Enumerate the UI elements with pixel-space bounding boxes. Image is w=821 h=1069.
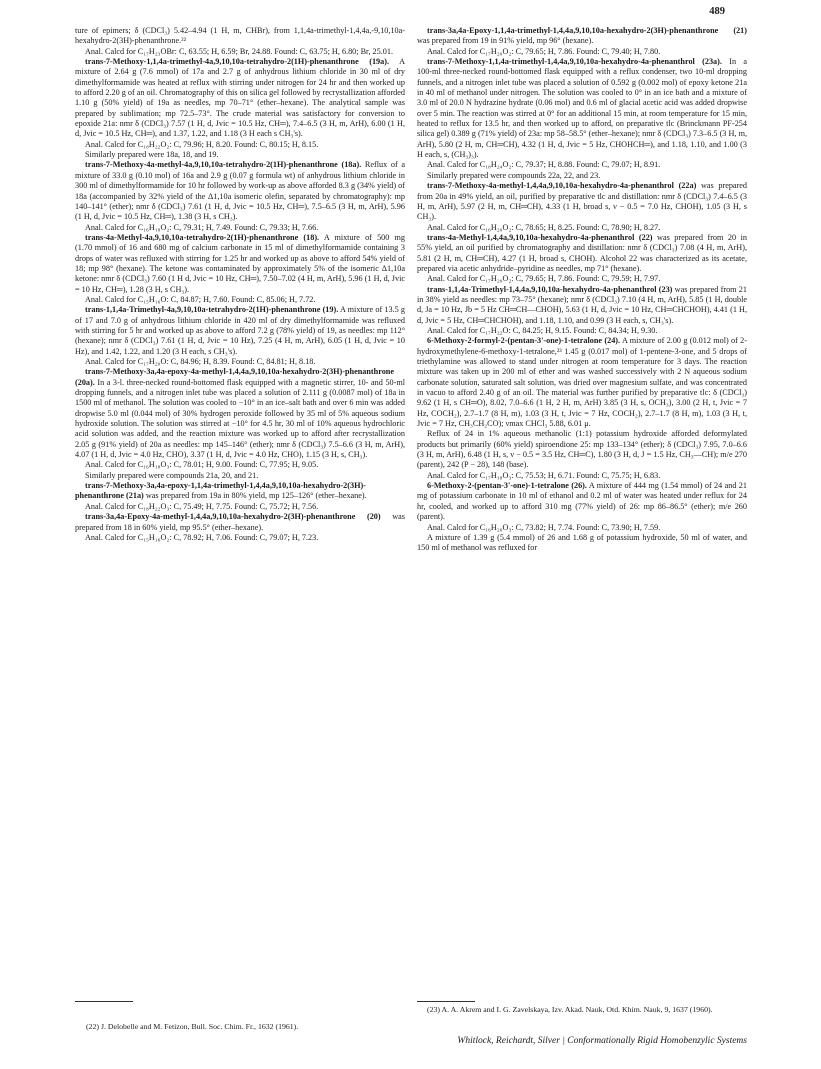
paragraph	[417, 481, 747, 522]
paragraph	[75, 295, 405, 305]
paragraph-text: was prepared from 19 in 91% yield, mp 96° (hexane).	[417, 36, 594, 46]
paragraph	[417, 47, 747, 57]
paragraph-text: A mixture of 13.5 g of 17 and 7.0 g of anhydrous lithium chloride in 420 ml of dry dimethylformamide was refluxed with stirring for 5 hr and worked up as above to afford 7.2 g (78% yield) of 19, as needles: mp 112° (hexane); nmr δ (CDCl₃) 7.61 (1 H, d, Jvic = 10 Hz), 7.25 (4 H, m, ArH), 6.05 (1 H, d, Jvic = 10 Hz), and 1.42, 1.22, and 1.20 (3 H each, s CH₃'s).	[75, 305, 405, 356]
paragraph-text: A mixture of 444 mg (1.54 mmol) of 24 and 21 mg of potassium carbonate in 10 ml of ethanol and 0.2 ml of water was heated under reflux for 24 hr, cooled, and worked up to afford 310 mg (77% yield) of 26: mp 86–86.5° (ether); m/e 260 (parent).	[417, 481, 747, 522]
paragraph-text: In a 3-l. three-necked round-bottomed flask equipped with a magnetic stirrer, 10- and 50-ml dropping funnels, and a nitrogen inlet tube was placed a solution of 2.111 g (0.0087 mol) of 18a in 1500 ml of methanol. The solution was cooled to −10° in an ice–salt bath and over 6 min was added dropwise 5.0 ml (0.044 mol) of 30% hydrogen peroxide followed by 35 ml of 5% aqueous sodium hydroxide solution. The solution was stirred at −10° for 4.5 hr, 30 ml of 10% aqueous hydrochloric acid solution was added, and the reaction mixture was worked up to afford after recrystallization 2.05 g (91% yield) of 20a as needles: mp 145–146° (ether); nmr δ (CDCl₃) 7.5–6.6 (3 H, m, ArH), 4.07 (1 H, d, Jvic = 4.0 Hz, CHO), 3.37 (1 H, d, Jvic = 4.0 Hz, CHO), 1.15 (3 H, s, CH₃).	[75, 377, 405, 460]
paragraph-text: Anal. Calcd for C₁₅H₁₆O: C, 84.87; H, 7.60. Found: C, 85.06; H, 7.72.	[85, 294, 316, 304]
paragraph	[417, 285, 747, 326]
paragraph	[417, 429, 747, 470]
running-footer: Whitlock, Reichardt, Silver | Conformationally Rigid Homobenzylic Systems	[457, 1036, 747, 1046]
right-column	[417, 26, 747, 554]
paragraph	[417, 181, 747, 222]
compound-heading: trans-1,1,4a-Trimethyl-1,4,4a,9,10,10a-hexahydro-4a-phenanthrol (23)	[427, 284, 673, 294]
paragraph-text: A mixture of 1.39 g (5.4 mmol) of 26 and 1.68 g of potassium hydroxide, 50 ml of water, and 150 ml of methanol was refluxed for	[417, 532, 747, 553]
paragraph	[75, 367, 405, 460]
paragraph-text: was prepared from 21 in 38% yield as needles: mp 73–75° (hexane); nmr δ (CDCl₃) 7.10 (4 H, m, ArH), 5.85 (1 H, double d, Ja = 10 Hz, Jb = 5 Hz CH═CH—CHOH), 5.63 (1 H, d, Jvic = 10 Hz, CH═CHCHOH), 4.41 (1 H, d, Jvic = 5 Hz, CH═CHCHOH), and 1.18, 1.10, and 0.99 (3 H each, s, CH₃'s).	[417, 284, 747, 325]
paragraph-text: Anal. Calcd for C₁₇H₂₀O₂: C, 79.65; H, 7.86. Found: C, 79.40; H, 7.80.	[427, 46, 661, 56]
paragraph	[417, 523, 747, 533]
footnote-23: (23) A. A. Akrem and I. G. Zavelskaya, Izv. Akad. Nauk, Otd. Khim. Nauk, 9, 1637 (1960).	[427, 1005, 713, 1014]
footnote-rule-right	[417, 1001, 475, 1002]
compound-heading: trans-3a,4a-Epoxy-4a-methyl-1,4,4a,9,10,10a-hexahydro-2(3H)-phenanthrone (20)	[85, 512, 381, 522]
compound-heading: trans-1,1,4a-Trimethyl-4a,9,10,10a-tetrahydro-2(1H)-phenanthrone (19).	[85, 305, 339, 315]
paragraph	[75, 223, 405, 233]
paragraph-text: A mixture of 500 mg (1.70 mmol) of 16 and 680 mg of calcium carbonate in 15 ml of dimethylformamide containing 3 drops of water was refluxed with stirring for 1.25 hr and worked up as above to afford 54% yield of 18; mp 98° (hexane). The ketone was contaminated by approximately 5% of the isomeric Δ1,10a ketone: nmr δ (CDCl₃) 7.60 (1 H d, Jvic = 10 Hz, CH═), 7.50–7.02 (4 H, m, ArH), 5.96 (1 H, d, Jvic = 10 Hz, CH═), 1.28 (3 H, s CH₃).	[75, 232, 405, 294]
paragraph	[417, 160, 747, 170]
paragraph-text: In a 100-ml three-necked round-bottomed flask equipped with a reflux condenser, two 10-ml dropping funnels, and a nitrogen inlet tube was placed a solution of 0.592 g (0.002 mol) of epoxy ketone 21a in 40 ml of methanol under nitrogen. The solution was cooled to 0° in an ice bath and a mixture of 3.0 ml of 20.0 N hydrazine hydrate (0.06 mol) and 0.6 ml of glacial acetic acid was added dropwise over 5 min. The reaction was stirred at 0° for an additional 15 min, at room temperature for 15 min, heated to reflux for 13.5 hr, and then worked up to afford, on preparative tlc (Brinckmann PF-254 silica gel) 0.389 g (71% yield) of 23a: mp 58–58.5° (ether–hexane); nmr δ (CDCl₃) 7.3–6.5 (3 H, m, ArH), 5.80 (2 H, m, CH═CH), 4.32 (1 H, d, Jvic = 5 Hz, CHOHCH═), and 1.18, 1.10, and 1.00 (3 H each, s, (CH₃)₃).	[417, 57, 747, 160]
paragraph	[417, 57, 747, 160]
paragraph-text: Anal. Calcd for C₁₇H₂₀O₂: C, 79.65; H, 7.86. Found: C, 79.59; H, 7.97.	[427, 274, 661, 284]
paragraph	[75, 471, 405, 481]
paragraph-text: Anal. Calcd for C₁₈H₂₂O₂: C, 79.96; H, 8.20. Found: C, 80.15; H, 8.15.	[85, 139, 319, 149]
paragraph	[75, 150, 405, 160]
paragraph-text: was prepared from 18 in 60% yield, mp 95.5° (ether–hexane).	[75, 512, 405, 532]
compound-heading: 6-Methoxy-2-formyl-2-(pentan-3'-one)-1-tetralone (24).	[427, 336, 621, 346]
paragraph-text: Anal. Calcd for C₁₆H₁₈O₃: C, 78.01; H, 9.00. Found: C, 77.95; H, 9.05.	[85, 460, 319, 470]
paragraph	[417, 533, 747, 554]
paragraph	[75, 305, 405, 357]
page-number: 489	[709, 6, 725, 17]
paragraph	[75, 57, 405, 140]
paragraph-text: Reflux of a mixture of 33.0 g (0.10 mol) of 16a and 2.9 g (0.07 g formula wt) of anhydrous lithium chloride in 300 ml of dimethylformamide for 10 hr followed by work-up as above afforded 8.3 g (34% yield) of 18a (accompanied by 32% yield of the Δ1,10a isomeric olefin, separated by chromatography): mp 140–141° (ether); nmr δ (CDCl₃) 7.61 (1 H, d, Jvic = 10.5 Hz, CH═), 7.5–6.5 (3 H, m, ArH), 5.96 (1 H, d, Jvic = 10.5 Hz, CH═), 1.38 (3 H, s CH₃).	[75, 160, 405, 222]
paragraph	[417, 233, 747, 274]
paragraph	[75, 481, 405, 502]
compound-heading: trans-7-Methoxy-1,1,4a-trimethyl-1,4,4a,9,10,10a-hexahydro-4a-phenanthrol (23a).	[427, 57, 722, 67]
paragraph-text: A mixture of 2.64 g (7.6 mmol) of 17a and 2.7 g of anhydrous lithium chloride in 30 ml of dry dimethylformamide was heated at reflux with stirring under nitrogen for 24 hr and then worked up to afford 2.20 g of an oil. Chromatography of this on silica gel followed by recrystallization afforded 1.10 g (50% yield) of 19a as needles, mp 70–71° (ether–hexane). The analytical sample was prepared by sublimation; mp 72.5–73°. The crude material was satisfactory for conversion to epoxide 21a: nmr δ (CDCl₃) 7.57 (1 H, d, Jvic = 10.5 Hz, CH═), 7.4–6.5 (3 H, m, ArH), 6.00 (1 H, d, Jvic = 10.5 Hz, CH═), and 1.37, 1.22, and 1.18 (3 H each s CH₃'s).	[75, 57, 405, 139]
paragraph-text: Anal. Calcd for C₁₇H₂₀O: C, 84.96; H, 8.39. Found: C, 84.81; H, 8.18.	[85, 357, 316, 366]
paragraph-text: Anal. Calcd for C₁₈H₂₄O₂: C, 79.37; H, 8.88. Found: C, 79.07; H, 8.91.	[427, 160, 661, 170]
paragraph-text: Reflux of 24 in 1% aqueous methanolic (1:1) potassium hydroxide afforded deformylated products but primarily (60% yield) spiroendione 25: mp 133–134° (ether); δ (CDCl₃) 7.95, 7.0–6.6 (3 H, m, ArH), 6.48 (1 H, s, ν − 0.5 = 3.5 Hz, CH═C), 1.80 (3 H, d, J = 1.5 Hz, CH₃—CH); m/e 270 (parent), 242 (P − 28), 148 (base).	[417, 429, 747, 470]
paragraph	[75, 460, 405, 470]
paragraph	[75, 357, 405, 367]
compound-heading: trans-7-Methoxy-1,1,4a-trimethyl-4a,9,10,10a-tetrahydro-2(1H)-phenanthrone (19a).	[85, 57, 390, 67]
paragraph-text: Anal. Calcd for C₁₆H₂₀O₃: C, 73.82; H, 7.74. Found: C, 73.90; H, 7.59.	[427, 522, 661, 532]
paragraph	[75, 160, 405, 222]
paragraph-text: Anal. Calcd for C₁₇H₂₂O: C, 84.25; H, 9.15. Found: C, 84.34; H, 9.30.	[427, 325, 658, 335]
compound-heading: trans-4a-Methyl-4a,9,10,10a-tetrahydro-2(1H)-phenanthrone (18).	[85, 232, 320, 242]
paragraph-text: was prepared from 20a in 49% yield, an oil, purified by preparative tlc and distillation: nmr δ (CDCl₃) 7.4–6.5 (3 H, m, ArH), 5.97 (2 H, m, CH═CH), 4.33 (1 H, broad s, ν − 0.5 = 7.0 Hz, CHOH), 1.05 (3 H, s CH₃).	[417, 181, 748, 222]
paragraph	[75, 140, 405, 150]
paragraph-text: Anal. Calcd for C₁₆H₁₈O₂: C, 79.31; H, 7.49. Found: C, 79.33; H, 7.66.	[85, 222, 319, 232]
paragraph	[417, 326, 747, 336]
compound-heading: trans-7-Methoxy-3a,4a-epoxy-1,1,4a-trimethyl-1,4,4a,9,10,10a-hexahydro-2(3H)-phenanthrone (21a)	[75, 481, 366, 501]
footnote-22: (22) J. Delobelle and M. Fetizon, Bull. Soc. Chim. Fr., 1632 (1961).	[86, 1022, 299, 1031]
paragraph	[417, 336, 747, 429]
paragraph	[75, 502, 405, 512]
paragraph	[417, 26, 747, 47]
paragraph	[417, 223, 747, 233]
paragraph-text: Similarly prepared were compounds 21a, 20, and 21.	[85, 470, 259, 480]
paragraph	[417, 471, 747, 481]
compound-heading: trans-3a,4a-Epoxy-1,1,4a-trimethyl-1,4,4a,9,10,10a-hexahydro-2(3H)-phenanthrone (21)	[427, 26, 747, 35]
compound-heading: 6-Methoxy-2-(pentan-3'-one)-1-tetralone (26).	[427, 481, 587, 491]
paragraph-text: Anal. Calcd for C₁₅H₁₆O₂: C, 78.92; H, 7.06. Found: C, 79.07; H, 7.23.	[85, 532, 319, 542]
left-column	[75, 26, 405, 543]
paragraph-text: was prepared from 19a in 80% yield, mp 125–126° (ether–hexane).	[143, 491, 367, 501]
paragraph-text: Similarly prepared were compounds 22a, 22, and 23.	[427, 170, 601, 180]
paragraph-text: Anal. Calcd for C₁₈H₂₂O₃: C, 75.49; H, 7.75. Found: C, 75.72; H, 7.56.	[85, 501, 319, 511]
paragraph-text: was prepared from 20 in 55% yield, an oil purified by chromatography and distillation: nmr δ (CDCl₃) 7.08 (4 H, m, ArH), 5.81 (2 H, m, CH═CH), 4.27 (1 H, broad s, CHOH). Alcohol 22 was characterized as its acetate, prepared via acetic anhydride–pyridine as needles, mp 71° (hexane).	[417, 232, 747, 273]
paragraph	[75, 533, 405, 543]
paragraph	[417, 274, 747, 284]
paragraph-text: Anal. Calcd for C₁₇H₁₈O₃: C, 75.53; H, 6.71. Found: C, 75.75; H, 6.83.	[427, 470, 661, 480]
paragraph	[75, 26, 405, 47]
compound-heading: trans-7-Methoxy-4a-methyl-1,4,4a,9,10,10a-hexahydro-4a-phenanthrol (22a)	[427, 181, 697, 191]
compound-heading: trans-7-Methoxy-4a-methyl-4a,9,10,10a-tetrahydro-2(1H)-phenanthrone (18a).	[85, 160, 362, 170]
compound-heading: trans-4a-Methyl-1,4,4a,9,10,10a-hexahydro-4a-phenanthrol (22)	[427, 232, 653, 242]
paragraph	[75, 233, 405, 295]
paragraph	[417, 171, 747, 181]
paragraph-text: Similarly prepared were 18a, 18, and 19.	[85, 150, 219, 160]
paragraph-text: Anal. Calcd for C₁₆H₂₀O₂: C, 78.65; H, 8.25. Found: C, 78.90; H, 8.27.	[427, 222, 661, 232]
paragraph-text: A mixture of 2.00 g (0.012 mol) of 2-hydroxymethylene-6-methoxy-1-tetralone,²³ 1.45 g (0.017 mol) of 1-pentene-3-one, and 5 drops of triethylamine was allowed to stand under nitrogen at room temperature for 3 days. The reaction mixture was taken up in 200 ml of ether and was washed successively with 2 N aqueous sodium carbonate solution, saturated salt solution, was dried over magnesium sulfate, and was concentrated in vacuo to afford 2.40 g of an oil. The material was further purified by preparative tlc: δ (CDCl₃) 9.62 (1 H, s CH═O), 8.02, 7.0–6.6 (1 H, 2 H, m, ArH) 3.85 (3 H, s, OCH₃), 3.00 (2 H, t, Jvic = 7 Hz, COCH₂), 2.7–1.7 (8 H, m), 1.03 (3 H, t, Jvic = 7 Hz, COCH₂), 2.7–1.7 (8 H, m), 1.03 (3 H, t, Jvic = 7 Hz, CH₃CH₂CO); νmax CHCl₃ 5.88, 6.01 μ.	[417, 336, 748, 429]
paragraph-text: ture of epimers; δ (CDCl₃) 5.42–4.94 (1 H, m, CHBr), from 1,1,4a-trimethyl-1,4,4a,-9,10,10a-hexahydro-2(3H)-phenanthrone.²²	[75, 26, 405, 46]
paragraph	[75, 512, 405, 533]
compound-heading: trans-7-Methoxy-3a,4a-epoxy-4a-methyl-1,4,4a,9,10,10a-hexahydro-2(3H)-phenanthrone (20a).	[75, 367, 394, 387]
paragraph	[75, 47, 405, 57]
paragraph-text: Anal. Calcd for C₁₇H₂₃OBr: C, 63.55; H, 6.59; Br, 24.88. Found: C, 63.75; H, 6.80; Br, 25.01.	[85, 46, 394, 56]
footnote-rule-left	[75, 1001, 133, 1002]
